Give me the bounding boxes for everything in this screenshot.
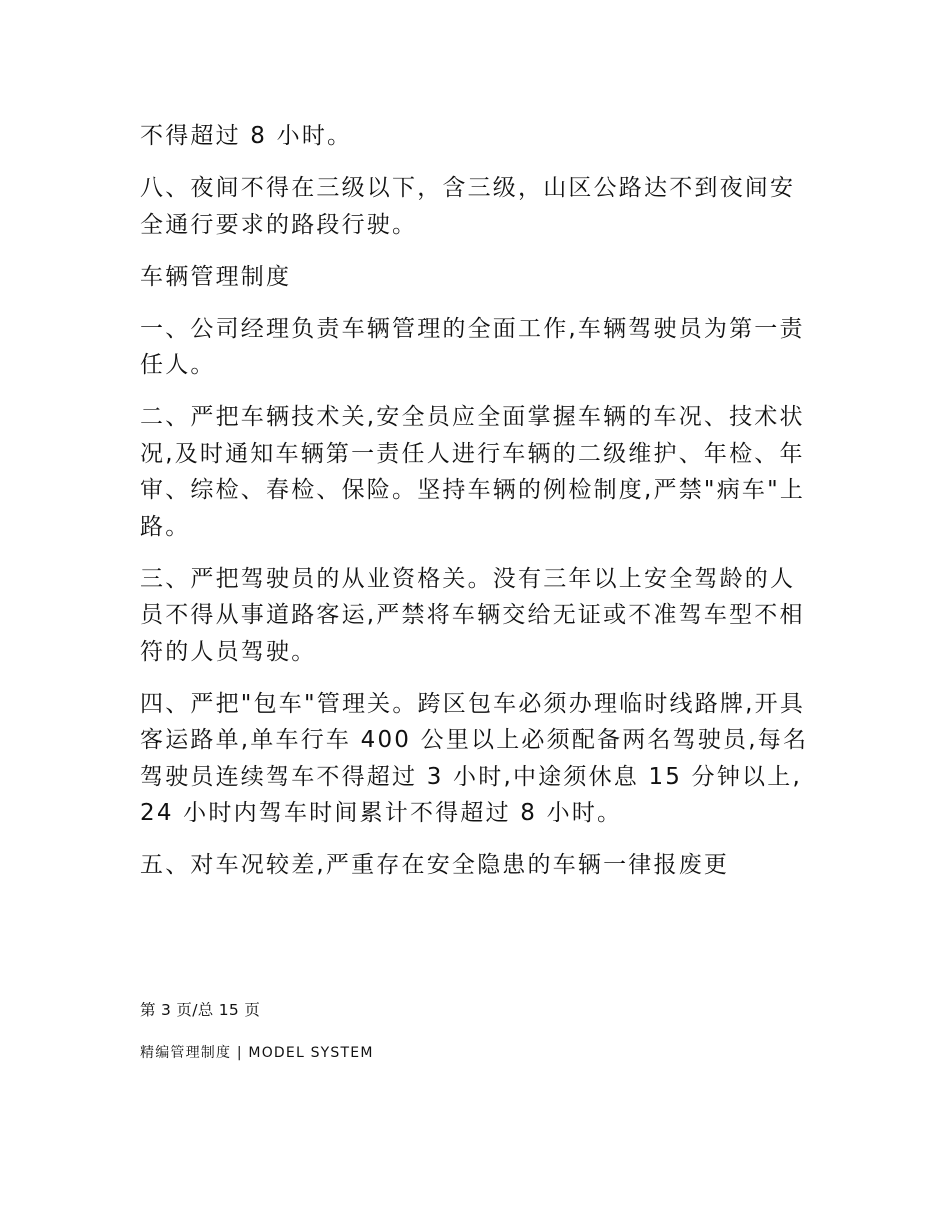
paragraph-item-5: 五、对车况较差,严重存在安全隐患的车辆一律报废更: [140, 852, 730, 878]
paragraph-item-1: 一、公司经理负责车辆管理的全面工作,车辆驾驶员为第一责任人。: [140, 315, 805, 378]
page-number: 第 3 页/总 15 页: [140, 1001, 261, 1019]
paragraph-item-2: 二、严把车辆技术关,安全员应全面掌握车辆的车况、技术状况,及时通知车辆第一责任人进行车辆的二级维护、年检、年审、综检、春检、保险。坚持车辆的例检制度,严禁"病车"上路。: [140, 404, 806, 540]
paragraph-item-4: 四、严把"包车"管理关。跨区包车必须办理临时线路牌,开具客运路单,单车行车 400 公里以上必须配备两名驾驶员,每名驾驶员连续驾车不得超过 3 小时,中途须休息 15 分钟以上,24 小时内驾车时间累计不得超过 8 小时。: [140, 690, 809, 826]
paragraph-continuation: 不得超过 8 小时。: [140, 123, 353, 149]
section-heading: 车辆管理制度: [140, 263, 292, 290]
paragraph-item-3: 三、严把驾驶员的从业资格关。没有三年以上安全驾龄的人员不得从事道路客运,严禁将车辆交给无证或不准驾车型不相符的人员驾驶。: [140, 565, 805, 665]
footer-brand: 精编管理制度 | MODEL SYSTEM: [140, 1045, 374, 1061]
document-body: [140, 118, 812, 899]
paragraph-item-8: 八、夜间不得在三级以下，含三级，山区公路达不到夜间安全通行要求的路段行驶。: [140, 175, 796, 238]
